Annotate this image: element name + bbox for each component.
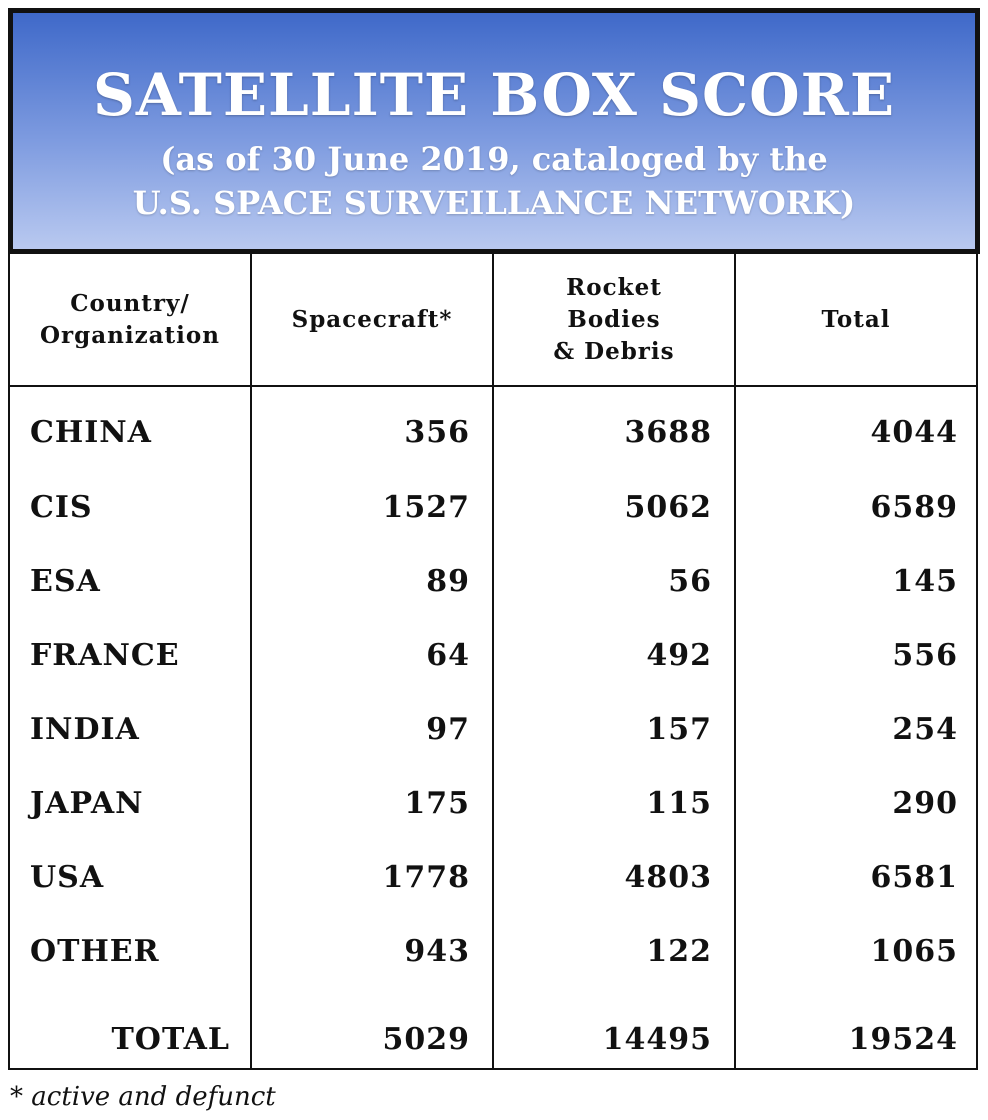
page-title: SATELLITE BOX SCORE: [92, 61, 896, 129]
column-header-total: [736, 254, 976, 385]
total-count: 6589: [870, 490, 958, 525]
column-header-total-line: Total: [821, 305, 891, 333]
rocket-debris-count: 56: [668, 564, 712, 599]
column-header-spacecraft-line: Spacecraft*: [291, 305, 453, 333]
total-count: 6581: [870, 860, 958, 895]
table-row: [10, 700, 976, 760]
spacecraft-count: 1527: [382, 490, 470, 525]
rocket-debris-count: 3688: [624, 415, 712, 450]
table-row: [10, 774, 976, 834]
table-row: [10, 922, 976, 982]
box-score-table: [8, 254, 978, 1070]
country-name: CIS: [30, 490, 93, 525]
spacecraft-count: 943: [404, 934, 470, 969]
column-header-country: [10, 254, 250, 385]
totals-row: [10, 1010, 976, 1070]
table-row: [10, 848, 976, 908]
spacecraft-count: 356: [404, 415, 470, 450]
rocket-debris-count: 4803: [624, 860, 712, 895]
rocket-debris-count: 157: [646, 712, 712, 747]
totals-label: TOTAL: [111, 1022, 230, 1057]
title-banner: [8, 8, 980, 254]
spacecraft-count: 89: [426, 564, 470, 599]
table-row: [10, 403, 976, 463]
footnote: * active and defunct: [10, 1082, 276, 1112]
grand-total: 19524: [848, 1022, 958, 1057]
total-count: 290: [892, 786, 958, 821]
rocket-debris-count: 115: [646, 786, 712, 821]
country-name: JAPAN: [30, 786, 144, 821]
total-count: 254: [892, 712, 958, 747]
total-count: 1065: [870, 934, 958, 969]
column-header-country-line: Country/: [70, 289, 190, 317]
country-name: OTHER: [30, 934, 160, 969]
table-row: [10, 552, 976, 612]
country-name: CHINA: [30, 415, 152, 450]
spacecraft-count: 64: [426, 638, 470, 673]
total-count: 556: [892, 638, 958, 673]
spacecraft-count: 97: [426, 712, 470, 747]
subtitle-line-1: (as of 30 June 2019, cataloged by the: [160, 140, 828, 178]
header-divider: [10, 385, 976, 387]
rocket-debris-count: 492: [646, 638, 712, 673]
total-count: 145: [892, 564, 958, 599]
column-header-rocket-line: Bodies: [567, 305, 661, 333]
table-row: [10, 478, 976, 538]
country-name: INDIA: [30, 712, 140, 747]
rocket-debris-count: 122: [646, 934, 712, 969]
rocket-debris-count: 5062: [624, 490, 712, 525]
country-name: ESA: [30, 564, 101, 599]
country-name: FRANCE: [30, 638, 180, 673]
spacecraft-count: 175: [404, 786, 470, 821]
spacecraft-total: 5029: [382, 1022, 470, 1057]
subtitle-line-2: U.S. SPACE SURVEILLANCE NETWORK): [132, 184, 856, 222]
total-count: 4044: [870, 415, 958, 450]
rocket-debris-total: 14495: [602, 1022, 712, 1057]
column-header-rocket-line: Rocket: [566, 273, 662, 301]
column-header-spacecraft: [252, 254, 492, 385]
column-header-rocket-line: & Debris: [553, 337, 675, 365]
spacecraft-count: 1778: [382, 860, 470, 895]
column-header-country-line: Organization: [40, 321, 220, 349]
table-row: [10, 626, 976, 686]
column-header-rocket-bodies: [494, 254, 734, 385]
country-name: USA: [30, 860, 105, 895]
